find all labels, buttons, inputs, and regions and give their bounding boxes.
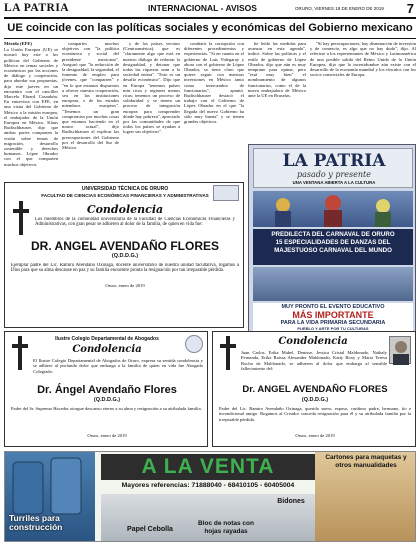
page-number: 7 <box>406 1 414 16</box>
university-logo <box>213 185 239 201</box>
ad-header-panel <box>253 148 413 188</box>
dancers-illustration <box>253 191 413 227</box>
sale-item-cartones: Cartones para maquetas y otros manualidades <box>325 454 407 469</box>
condolence-body: El Ilustre Colegio Departamental de Abogados de Oruro, expresa su sentida condolencia y se adhiere al profundo dolor que embarga a la familia de quien en vida fue Abogado Colegiado: <box>33 358 203 374</box>
deceased-name: DR. ANGEL AVENDAÑO FLORES <box>30 239 219 253</box>
sale-item-bidones: Bidones <box>277 498 305 505</box>
article-column-2 <box>62 41 119 179</box>
cross-icon <box>13 201 29 235</box>
condolence-institution: Ilustre Colegio Departamental de Abogados <box>55 336 159 342</box>
condolence-utO <box>4 182 244 328</box>
condolence-faculty: FACULTAD DE CIENCIAS ECONÓMICAS FINANCIERAS Y ADMINISTRATIVAS <box>41 193 209 198</box>
deceased-photo <box>389 336 411 364</box>
article-text: combatir la corrupción con diferentes procedimientos y experiencias. "Si en cuanto en el gobierno de Luis Videgaray y ahora con el gobierno de López Obrador, se tiene claro que quiere seguir con nuestras inversiones en México tanto como intercambio de funcionarios", apuntó. Rudischhauser destacó el trabajo con el Gobierno de López Obrador en el que "la llegada del nuevo Gobierno ha sido muy buena" y se tienen grandes objetivos. <box>184 41 244 125</box>
condolence-title: Condolencia <box>278 336 348 347</box>
article-dateline: Méxido (EFE) <box>4 41 32 46</box>
sale-item-papel: Papel Cebolla <box>127 526 173 533</box>
sale-title: A LA VENTA <box>101 454 315 480</box>
cross-icon <box>12 336 28 370</box>
headline-rule <box>4 38 416 39</box>
carnival-dancers-image <box>253 191 413 227</box>
condolence-title: Condolencia <box>86 203 164 216</box>
condolence-abogados <box>4 331 208 447</box>
condolence-place: Oruro, enero de 2019 <box>105 283 145 288</box>
sale-item-turriles: Turriles para construcción <box>9 513 63 532</box>
ad-subtitle: pasado y presente <box>297 170 371 179</box>
bar-association-logo <box>185 335 203 353</box>
ad-title: LA PATRIA <box>282 151 386 171</box>
article-text: "Sí hay preocupaciones, hay disminución de inversión y de comercio, es algo que no hay duda", dijo. Al referirse a los representantes de México y Latinoamérica de una posible salida del Reino Unido de la Unión Europea, dijo que la incertidumbre aún existe con el desarrollo de la economía mundial y los vínculos con los socios comerciales de Europa. <box>310 41 416 78</box>
deceased-qddg: (Q.D.D.G.) <box>111 253 139 259</box>
header-rule <box>4 17 416 19</box>
portrait-illustration <box>390 337 412 365</box>
article-column-3 <box>123 41 180 179</box>
sale-item-bloc: Bloc de notas con hojas rayadas <box>198 520 254 535</box>
article-text: he leído las medidas para avanzar en esta agenda", indicó. Sobre las políticas y el estilo de gobierno de López Obrador, dijo que aún es muy temprano para opinar, pero "está muy bien" el nombramiento de algunos funcionarios, como el de la nueva embajadora de México ante la UE en Bruselas. <box>248 41 306 99</box>
condolence-title: Condolencia <box>72 344 142 355</box>
article-column-1 <box>4 41 58 179</box>
sale-references: Mayores referencias: 71888040 - 68410105 - 60405004 <box>121 482 295 489</box>
carnival-photo <box>253 267 413 301</box>
article-headline: UE coincide con las políticas sociales y económicas del Gobierno mexicano <box>7 22 413 34</box>
article-text: La Unión Europea (UE) se mostró hoy este a los políticas del Gobierno de México en temas sociales y económicos por las acciones de diálogo y cooperación, para abordar sus propuestas, dijo este jueves en un encuentro con el canciller Marcelo Ebrard Casaubón. En entrevista con EFE, en una visita del Gobierno de México a la misión europea, el embajador de la Unión Europea en México, Klaus Rudischhauser, dijo que ambas partes comparten la visión sobre temas de migración, desarrollo sostenible y derechos humanos. López Obrador con el que comparten muchos objetivos. <box>4 47 58 167</box>
condolence-family <box>212 331 416 447</box>
cross-icon <box>220 336 236 370</box>
condolence-place: Oruro, enero de 2019 <box>87 433 127 438</box>
deceased-qddg: (Q.D.D.G.) <box>301 397 329 403</box>
ad-line-6: PARA LA VIDA PRIMARIA SECUNDARIA <box>280 320 386 326</box>
condolence-institution: UNIVERSIDAD TÉCNICA DE ORURO <box>81 186 169 192</box>
article-column-4 <box>184 41 244 179</box>
ad-line-1: PREDILECTA DEL CARNAVAL DE ORURO <box>271 231 395 238</box>
condolence-body: Los miembros de la comunidad universitaria de la Facultad de Ciencias Económicas Financieras y Administrativas, con gran pesar se adhieren al dolor de la familia, de quien en vida fue: <box>35 217 235 228</box>
condolence-closing: Padre del Sr. Supremo Hacedor otorgue descanso eterno a su alma y resignación a su atribulada familia. <box>11 406 202 411</box>
ad-line-4: MUY PRONTO EL EVENTO EDUCATIVO <box>281 304 385 310</box>
issue-date: ORURO, VIERNES 18 DE ENERO DE 2019 <box>295 6 384 11</box>
sale-ad <box>4 451 416 542</box>
condolence-closing: Padre del Lic. Ramiro Avendaño Oxinaga, querido suero, esposo, cariñoso padre, hermano, tío e incondicional amigo. Rogamos al Creador conceda resignación para él y su atribulada familia por la irreparable pérdida. <box>219 406 411 422</box>
condolence-place: Oruro, enero de 2019 <box>295 433 335 438</box>
section-title: INTERNACIONAL - AVISOS <box>148 3 257 13</box>
la-patria-ad <box>248 144 416 340</box>
deceased-name: Dr. Ángel Avendaño Flores <box>37 384 177 396</box>
ad-tagline: UNA VENTANA ABIERTA A LA CULTURA <box>292 180 376 185</box>
ad-line-5: MÁS IMPORTANTE <box>292 310 374 320</box>
article-column-6 <box>310 41 416 141</box>
ad-footer: PUEBLO Y ARTE POR TU CULTURAS <box>297 326 369 331</box>
condolence-closing: Ejemplar padre del Lic. Ramiro Avendaño Oxinaga, docente universitario de nuestra unidad facultativa, rogamos a Dios para que su alma descanse en paz y su familia encuentre pronta la resignación por tan irreparable pérdida. <box>11 263 239 274</box>
ad-info-panel <box>253 229 413 265</box>
condolence-body: Juan Carlos, Erika Mabel, Denisse, Jessica Cristal Maldonado, Nathaly Fernanda, Erika Raissa Alexander Maldonado, Katty Roxy y Marta Teresa Rocha de Maldonado, se adhieren al dolor que embarga al sensible fallecimiento del: <box>241 350 387 371</box>
article-column-5 <box>248 41 306 141</box>
page-header <box>4 2 416 16</box>
deceased-name: Dr. ANGEL AVENDAÑO FLORES <box>242 384 388 395</box>
newspaper-name: LA PATRIA <box>4 2 70 14</box>
article-text: y de los países vecinos (Centroamérica), que es "claramente algo que está en nuestro diálogo de redactar la desigualdad, y detonar que todas las riquezas sean a la sociedad entera". "Esto es un desafío económico". Dijo que en Europa "tenemos países más ricos y regiones menos ricas; tenemos un proceso de solidaridad y se tienen un proceso de integración europea para comprender dónde hay pobreza", apreciado por las comunidades de que todos los países se ayudan a lograr sus objetivos". <box>123 41 180 135</box>
deceased-qddg: (Q.D.D.G.) <box>93 397 121 403</box>
article-text: compartes muchos objetivos con "la política económica y social del presidente mexicano". Aseguró que "la reducción de la desigualdad, la seguridad, el fomento de empleo para jóvenes, que "comparten" y "en lo que estamos dispuestos a ofrecer nuestra cooperación, sea en las instituciones europeas, o de los estados miembros europeos". "Tenemos un gran compromiso por muchas cosas que estamos haciendo en el marco actual", dijo Rudischhauser al explicar las preocupaciones del Gobierno por el desarrollo del Sur de México. <box>62 41 119 151</box>
ad-line-3: MAJESTUOSO CARNAVAL DEL MUNDO <box>274 247 392 254</box>
ad-line-2: 15 ESPECIALIDADES DE DANZAS DEL <box>275 239 391 246</box>
